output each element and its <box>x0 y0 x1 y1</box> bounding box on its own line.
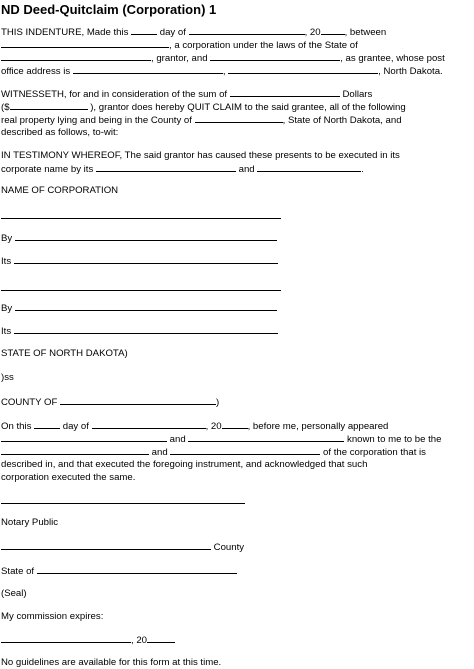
ack-line-1 <box>1 420 388 432</box>
officer-title-2-blank[interactable] <box>257 163 361 172</box>
text: , North Dakota. <box>378 66 443 77</box>
text: corporate name by its <box>1 164 94 175</box>
text: WITNESSETH, for and in consideration of the sum of <box>1 89 228 100</box>
document-title: ND Deed-Quitclaim (Corporation) 1 <box>1 2 217 17</box>
text: By <box>1 233 13 244</box>
notary-county-line <box>1 541 244 553</box>
ss-label: )ss <box>1 372 14 383</box>
text: Its <box>1 326 12 337</box>
notary-county-blank[interactable] <box>1 541 211 550</box>
notary-state-line <box>1 565 237 577</box>
its-line-2 <box>1 325 281 337</box>
by-signature-2-blank[interactable] <box>15 302 277 311</box>
text: THIS INDENTURE, Made this <box>1 27 129 38</box>
text: and <box>169 434 186 445</box>
ack-line-4: described in, and that executed the foregoing instrument, and acknowledged that such <box>1 459 368 470</box>
witnesseth-line-4: described as follows, to-wit: <box>1 127 119 138</box>
year-blank[interactable] <box>321 26 345 35</box>
by-signature-blank[interactable] <box>15 232 277 241</box>
testimony-line-1: IN TESTIMONY WHEREOF, The said grantor has caused these presents to be executed in its <box>1 150 400 161</box>
corporation-name-label: NAME OF CORPORATION <box>1 185 119 196</box>
text: day of <box>62 421 89 432</box>
indenture-line-2 <box>1 39 358 51</box>
text: ) <box>216 397 220 408</box>
by-line-2 <box>1 302 281 314</box>
ack-year-blank[interactable] <box>222 420 248 429</box>
ack-line-5: corporation executed the same. <box>1 472 136 483</box>
its-title-blank[interactable] <box>14 255 278 264</box>
text: COUNTY OF <box>1 397 58 408</box>
text: ), grantor does hereby QUIT CLAIM to the said grantee, all of the following <box>90 102 406 113</box>
address-blank[interactable] <box>73 65 223 74</box>
ack-day-blank[interactable] <box>34 420 60 429</box>
text: , 20 <box>131 635 148 646</box>
text: , 20 <box>205 421 222 432</box>
commission-year-blank[interactable] <box>147 634 175 643</box>
grantor-name-blank[interactable] <box>1 39 169 48</box>
by-line-1 <box>1 232 281 244</box>
text: and <box>238 164 255 175</box>
text: known to me to be the <box>347 434 442 445</box>
ack-county-blank[interactable] <box>60 396 216 405</box>
notary-public-label: Notary Public <box>1 517 59 528</box>
testimony-line-2 <box>1 163 364 175</box>
ack-person-2-blank[interactable] <box>188 433 344 442</box>
commission-expires-label: My commission expires: <box>1 611 104 622</box>
text: State of <box>1 566 35 577</box>
witnesseth-line-2 <box>1 101 406 113</box>
text: By <box>1 303 13 314</box>
ack-title-2-blank[interactable] <box>170 446 320 455</box>
text: , grantor, and <box>151 53 208 64</box>
text: Dollars <box>342 89 373 100</box>
ack-person-1-blank[interactable] <box>1 433 167 442</box>
text: , 20 <box>304 27 321 38</box>
seal-label: (Seal) <box>1 588 27 599</box>
text: , <box>222 66 226 77</box>
commission-date-line <box>1 634 175 646</box>
sum-words-blank[interactable] <box>230 88 340 97</box>
commission-date-blank[interactable] <box>1 634 131 643</box>
footer-note: No guidelines are available for this form at this time. <box>1 657 222 668</box>
state-of-north-dakota: STATE OF NORTH DAKOTA) <box>1 348 128 359</box>
ack-line-3 <box>1 446 426 458</box>
text: County <box>213 542 245 553</box>
text: , a corporation under the laws of the State of <box>169 40 358 51</box>
sum-amount-blank[interactable] <box>10 101 88 110</box>
its-title-2-blank[interactable] <box>14 325 278 334</box>
officer-title-1-blank[interactable] <box>96 163 236 172</box>
left-edge-mask <box>0 0 1 669</box>
text: , before me, personally appeared <box>247 421 389 432</box>
month-blank[interactable] <box>189 26 305 35</box>
ack-month-blank[interactable] <box>92 420 206 429</box>
state-blank[interactable] <box>1 52 151 61</box>
ack-line-2 <box>1 433 441 445</box>
indenture-line-1 <box>1 26 386 38</box>
county-blank[interactable] <box>195 114 283 123</box>
text: , State of North Dakota, and <box>282 115 402 126</box>
witnesseth-line-3 <box>1 114 402 126</box>
text: On this <box>1 421 32 432</box>
day-blank[interactable] <box>131 26 157 35</box>
indenture-line-4 <box>1 65 443 77</box>
its-line-1 <box>1 255 281 267</box>
grantee-name-blank[interactable] <box>210 52 340 61</box>
text: day of <box>159 27 186 38</box>
notary-signature-line[interactable] <box>1 503 245 504</box>
text: Its <box>1 256 12 267</box>
indenture-line-3 <box>1 52 445 64</box>
text: . <box>361 164 364 175</box>
county-of-line <box>1 396 219 408</box>
witnesseth-line-1 <box>1 88 372 100</box>
text: ($ <box>1 102 10 113</box>
text: of the corporation that is <box>323 447 426 458</box>
ack-title-1-blank[interactable] <box>1 446 149 455</box>
corporation-name-line[interactable] <box>1 218 281 219</box>
city-blank[interactable] <box>228 65 378 74</box>
corporation-separator-line <box>1 290 281 291</box>
text: , as grantee, whose post <box>340 53 445 64</box>
text: and <box>151 447 168 458</box>
text: real property lying and being in the County of <box>1 115 192 126</box>
text: office address is <box>1 66 71 77</box>
notary-state-blank[interactable] <box>37 565 237 574</box>
text: , between <box>344 27 387 38</box>
